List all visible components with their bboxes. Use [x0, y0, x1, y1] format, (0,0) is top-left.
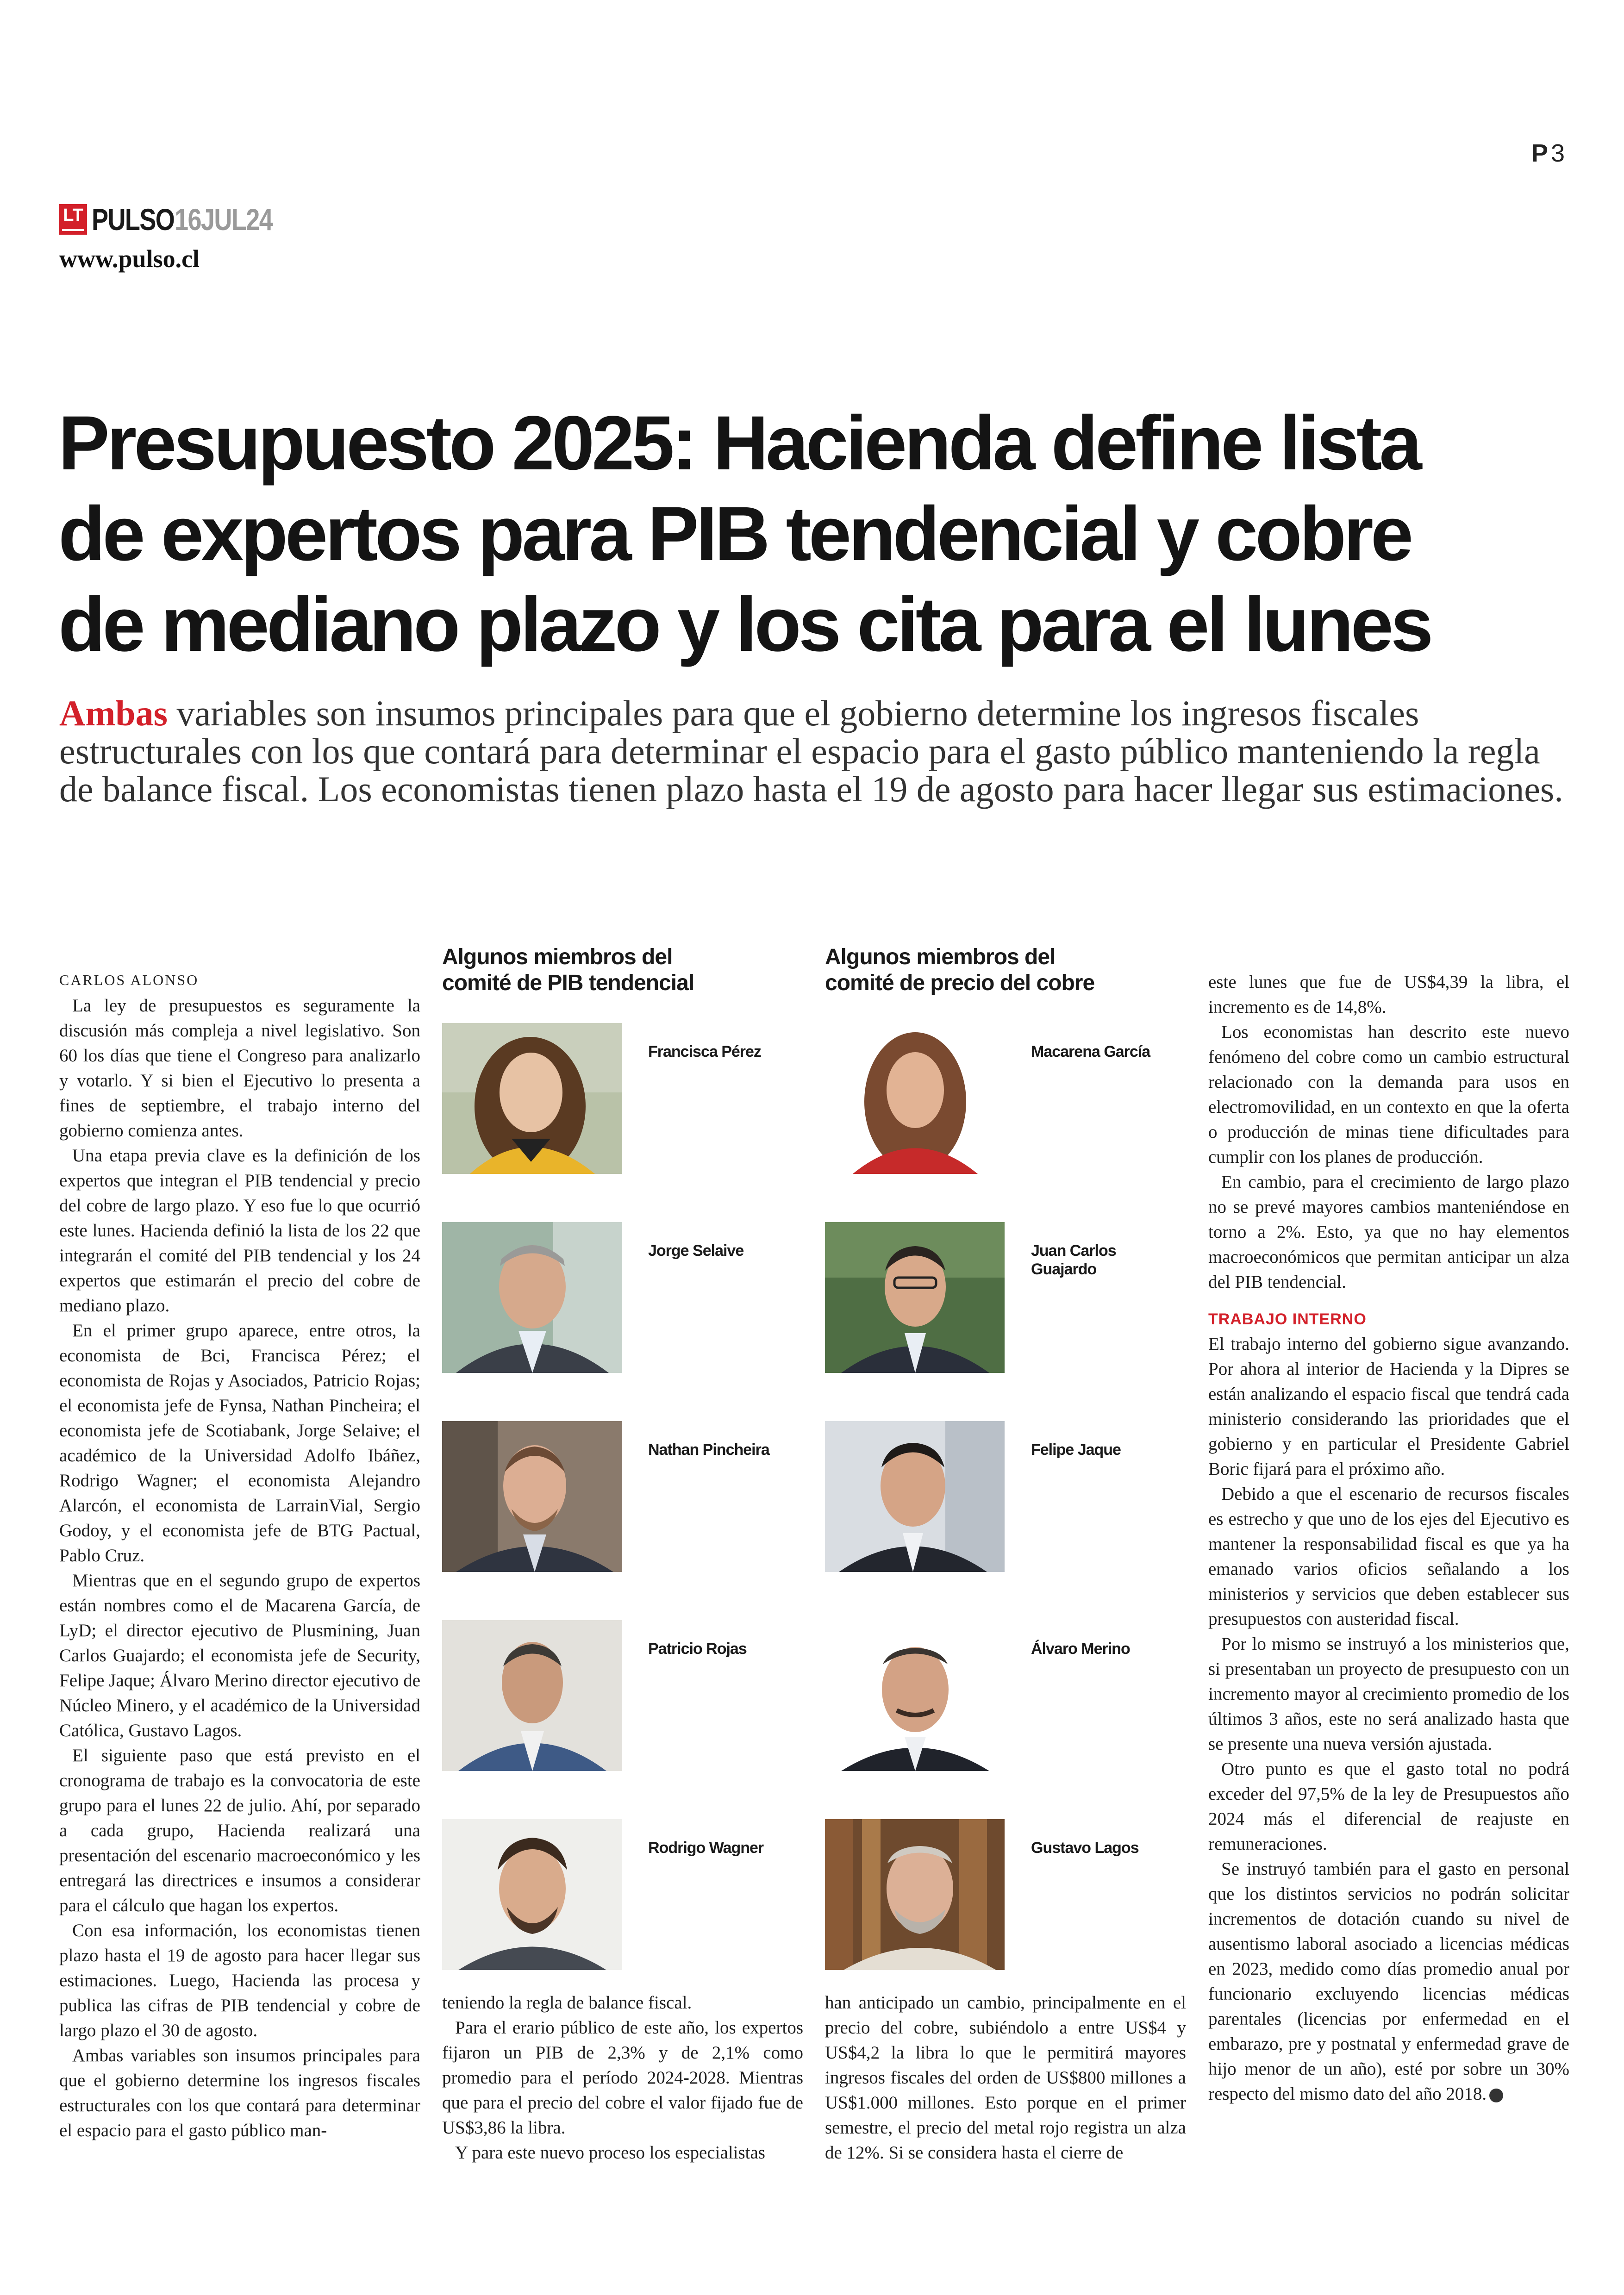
portrait-photo	[825, 1421, 1005, 1572]
end-mark-icon	[1489, 2089, 1503, 2102]
body-column-4	[1208, 970, 1569, 2107]
body-paragraph: Ambas variables son insumos principales para que el gobierno determine los ingresos fiscales estructurales con los que contará para determinar el espacio para el gasto público man-	[59, 2046, 420, 2140]
member-name: Álvaro Merino	[1031, 1640, 1130, 1658]
body-column-3	[825, 1990, 1186, 2165]
headline: Presupuesto 2025: Hacienda define lista de expertos para PIB tendencial y cobre de mediano plazo y los cita para el lunes	[58, 400, 1431, 667]
body-paragraph: Se instruyó también para el gasto en personal que los distintos servicios no podrán solicitar incrementos de dotación cuando su nivel de ausentismo laboral asociado a licencias médicas en 2023, medido como días promedio anual por funcionario excluyendo licencias médicas parentales (licencias por enfermedad en el embarazo, pre y postnatal y enfermedad grave de hijo menor de un año), esté por sobre un 30% respecto del mismo dato del año 2018.	[1208, 1859, 1569, 2104]
member-name: Juan Carlos Guajardo	[1031, 1242, 1116, 1278]
body-paragraph: teniendo la regla de balance fiscal.	[442, 1993, 692, 2013]
website-url[interactable]: www.pulso.cl	[59, 245, 200, 273]
member-card	[825, 1819, 1186, 1972]
body-paragraph: Mientras que en el segundo grupo de expertos están nombres como el de Macarena García, de LyD; el director ejecutivo de Plusmining, Juan Carlos Guajardo; el economista jefe de Security, Felipe Jaque; Álvaro Merino director ejecutivo de Núcleo Minero, y el académico de la Universidad Católica, Gustavo Lagos.	[59, 1571, 420, 1740]
member-card	[825, 1023, 1186, 1176]
portrait-photo	[442, 1222, 622, 1373]
portrait-photo	[442, 1421, 622, 1572]
body-paragraph: Otro punto es que el gasto total no podrá exceder del 97,5% de la ley de Presupuestos año 2024 más el diferencial de reajuste en remuneraciones.	[1208, 1759, 1569, 1854]
body-paragraph: El siguiente paso que está previsto en el cronograma de trabajo es la convocatoria de este grupo para el lunes 22 de julio. Ahí, por separado a cada grupo, Hacienda realizará una presentación del escenario macroeconómico y les entregará las directrices e insumos a considerar para el cálculo que hagan los expertos.	[59, 1746, 420, 1915]
body-paragraph: Una etapa previa clave es la definición de los expertos que integran el PIB tendencial y precio del cobre de largo plazo. Y eso fue lo que ocurrió este lunes. Hacienda definió la lista de los 22 que integrarán el comité del PIB tendencial y los 24 expertos que estimarán el precio del cobre de mediano plazo.	[59, 1146, 420, 1316]
body-paragraph: Por lo mismo se instruyó a los ministerios que, si presentaban un proyecto de presupuesto con un incremento mayor al crecimiento promedio de los últimos 3 años, este no será analizado hasta que se presente una nueva versión ajustada.	[1208, 1634, 1569, 1754]
lead-kicker: Ambas	[59, 693, 168, 733]
member-card	[442, 1421, 803, 1574]
portrait-photo	[825, 1023, 1005, 1174]
byline: CARLOS ALONSO	[59, 972, 199, 988]
lead-text: variables son insumos principales para que el gobierno determine los ingresos fiscales estructurales con los que contará para determinar el espacio para el gasto público manteniendo la regla de balance fiscal. Los economistas tienen plazo hasta el 19 de agosto para hacer llegar sus estimaciones.	[59, 693, 1563, 809]
member-name: Jorge Selaive	[648, 1242, 744, 1260]
body-paragraph: Debido a que el escenario de recursos fiscales es estrecho y que uno de los ejes del Ejecutivo es mantener la responsabilidad fiscal es que ya ha emanado varios oficios señalando a los ministerios y servicios que deben establecer sus presupuestos con austeridad fiscal.	[1208, 1484, 1569, 1629]
sidebar-copper-committee	[825, 944, 1186, 1857]
body-paragraph: Los economistas han descrito este nuevo fenómeno del cobre como un cambio estructural relacionado con la demanda para usos en electromovilidad, en un contexto en que la oferta o producción de minas tiene dificultades para cumplir con los planes de producción.	[1208, 1022, 1569, 1167]
sidebar-title: Algunos miembros del comité de PIB tendencial	[442, 945, 694, 995]
portrait-photo	[442, 1023, 622, 1174]
portrait-photo	[825, 1222, 1005, 1373]
member-card	[825, 1222, 1186, 1375]
portrait-photo	[442, 1819, 622, 1970]
body-paragraph: Con esa información, los economistas tienen plazo hasta el 19 de agosto para hacer llegar sus estimaciones. Luego, Hacienda las procesa y publica las cifras de PIB tendencial y cobre de largo plazo el 30 de agosto.	[59, 1921, 420, 2040]
member-name: Macarena García	[1031, 1043, 1150, 1060]
body-paragraph: este lunes que fue de US$4,39 la libra, el incremento es de 14,8%.	[1208, 972, 1569, 1017]
member-name: Gustavo Lagos	[1031, 1839, 1139, 1857]
body-paragraph: En el primer grupo aparece, entre otros, la economista de Bci, Francisca Pérez; el economista de Rojas y Asociados, Patricio Rojas; el economista jefe de Fynsa, Nathan Pincheira; el economista jefe de Scotiabank, Jorge Selaive; el académico de la Universidad Adolfo Ibáñez, Rodrigo Wagner; el economista Alejandro Alarcón, el economista de LarrainVial, Sergio Godoy, y el economista jefe de BTG Pactual, Pablo Cruz.	[59, 1321, 420, 1565]
member-name: Rodrigo Wagner	[648, 1839, 764, 1857]
body-paragraph: Y para este nuevo proceso los especialistas	[455, 2143, 765, 2163]
member-name: Nathan Pincheira	[648, 1441, 769, 1459]
member-card	[442, 1023, 803, 1176]
member-card	[825, 1620, 1186, 1773]
member-card	[442, 1222, 803, 1375]
portrait-photo	[825, 1819, 1005, 1970]
body-column-2	[442, 1990, 803, 2165]
section-name: PULSO	[92, 202, 175, 237]
section-subhead: TRABAJO INTERNO	[1208, 1310, 1367, 1328]
portrait-photo	[825, 1620, 1005, 1771]
body-paragraph: La ley de presupuestos es seguramente la discusión más compleja a nivel legislativo. Son 60 los días que tiene el Congreso para analizarlo y votarlo. Y si bien el Ejecutivo lo presenta a fines de septiembre, el trabajo interno del gobierno comienza antes.	[59, 996, 420, 1141]
page-number: P3	[1531, 139, 1565, 167]
body-paragraph: han anticipado un cambio, principalmente en el precio del cobre, subiéndolo a entre US$4 y US$4,2 la libra lo que le permitirá mayores ingresos fiscales del orden de US$800 millones a US$1.000 millones. Esto porque en el primer semestre, el precio del metal rojo registra un alza de 12%. Si se considera hasta el cierre de	[825, 1993, 1186, 2163]
member-name: Patricio Rojas	[648, 1640, 747, 1658]
member-card	[442, 1819, 803, 1972]
body-column-1	[59, 967, 420, 2143]
member-name: Felipe Jaque	[1031, 1441, 1121, 1459]
issue-date: 16JUL24	[175, 202, 273, 237]
body-paragraph: El trabajo interno del gobierno sigue avanzando. Por ahora al interior de Hacienda y la Dipres se están analizando el espacio fiscal que tendrá cada ministerio considerando las prioridades que el gobierno y en particular el Presidente Gabriel Boric fijará para el próximo año.	[1208, 1334, 1569, 1479]
lead-paragraph	[59, 694, 1568, 808]
sidebar-title: Algunos miembros del comité de precio del cobre	[825, 945, 1095, 995]
member-name: Francisca Pérez	[648, 1043, 761, 1060]
portrait-photo	[442, 1620, 622, 1771]
body-paragraph: Para el erario público de este año, los expertos fijaron un PIB de 2,3% y de 2,1% como promedio para el período 2024-2028. Mientras que para el precio del cobre el valor fijado fue de US$3,86 la libra.	[442, 2018, 803, 2138]
masthead	[59, 202, 294, 237]
member-card	[825, 1421, 1186, 1574]
sidebar-pib-committee	[442, 944, 803, 1857]
la-tercera-logo: LT	[59, 204, 87, 235]
body-paragraph: En cambio, para el crecimiento de largo plazo no se prevé mayores cambios manteniéndose en torno a 2%. Esto, ya que no hay elementos macroeconómicos que permitan anticipar un alza del PIB tendencial.	[1208, 1172, 1569, 1292]
member-card	[442, 1620, 803, 1773]
